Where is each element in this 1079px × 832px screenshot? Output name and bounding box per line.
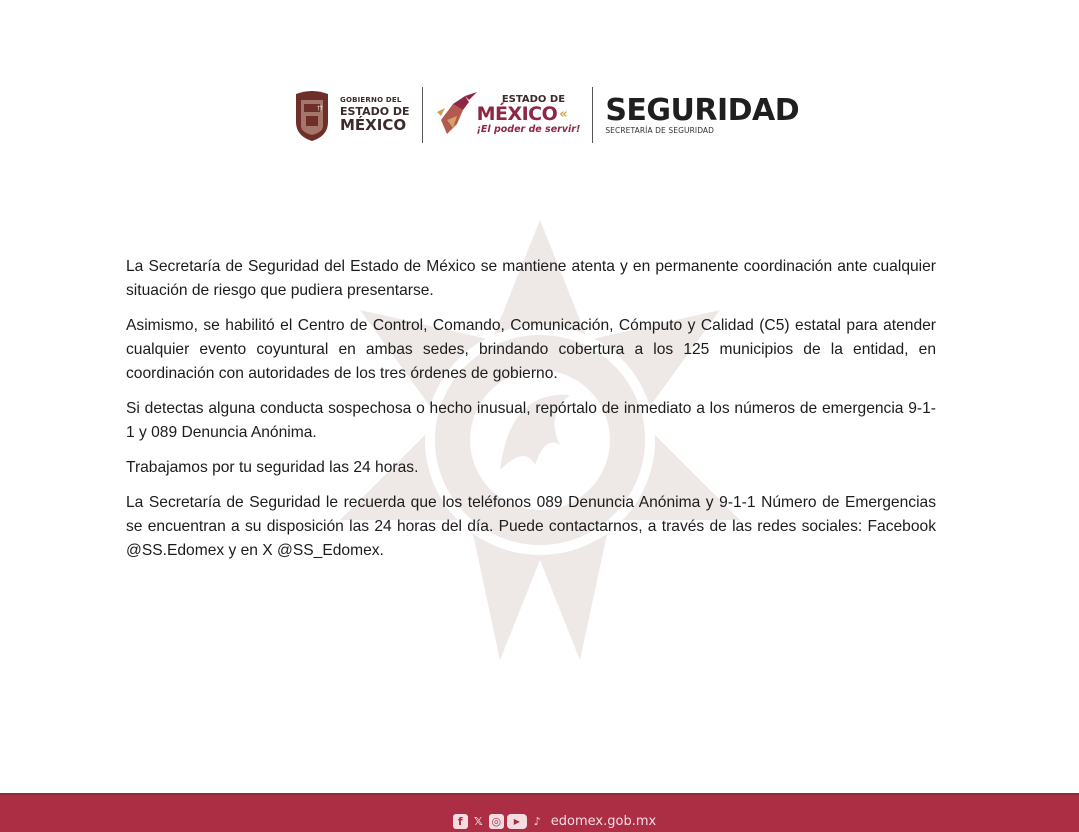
svg-text:††: †† <box>317 105 323 112</box>
estado-slogan: ¡El poder de servir! <box>476 124 581 136</box>
tiktok-icon[interactable]: ♪ <box>533 815 541 828</box>
website-link[interactable]: edomex.gob.mx <box>550 814 657 829</box>
seguridad-title: SEGURIDAD <box>605 92 800 128</box>
instagram-icon[interactable]: ◎ <box>489 814 504 829</box>
paragraph: Trabajamos por tu seguridad las 24 horas. <box>126 459 419 476</box>
mexico-text: MÉXICO <box>476 103 558 126</box>
logo-divider <box>592 87 593 143</box>
paragraph: La Secretaría de Seguridad le recuerda que los teléfonos 089 Denuncia Anónima y 9-1-1 Número de Emergencias se encuentran a su disposición las 24 horas del día. Puede contactarnos, a través de las redes sociales: Facebook @SS.Edomex y en X @SS_Edomex. <box>126 494 936 559</box>
estado-line1: ESTADO DE <box>501 94 566 106</box>
header-logos <box>292 84 812 146</box>
seguridad-logo <box>605 92 800 135</box>
estado-line2 <box>477 105 581 124</box>
footer-social <box>453 814 656 829</box>
paragraph: Si detectas alguna conducta sospechosa o hecho inusual, repórtalo de inmediato a los números de emergencia 9-1-1 y 089 Denuncia Anónima. <box>126 400 936 441</box>
gov-line2: ESTADO DE <box>340 105 410 118</box>
chevron-decoration-icon: « <box>559 107 568 123</box>
gov-line1: GOBIERNO DEL <box>340 96 402 104</box>
paragraph: La Secretaría de Seguridad del Estado de México se mantiene atenta y en permanente coordinación ante cualquier situación de riesgo que pudiera presentarse. <box>126 258 936 299</box>
logo-divider <box>422 87 423 143</box>
x-icon[interactable]: 𝕏 <box>473 815 483 828</box>
gobierno-logo-text <box>340 97 410 133</box>
gobierno-logo <box>292 88 410 142</box>
estado-de-mexico-logo <box>435 90 581 140</box>
facebook-icon[interactable]: f <box>453 814 468 829</box>
paragraph: Asimismo, se habilitó el Centro de Control, Comando, Comunicación, Cómputo y Calidad (C5) estatal para atender cualquier evento coyuntural en ambas sedes, brindando cobertura a los 125 municipios de la entidad, en coordinación con autoridades de los tres órdenes de gobierno. <box>126 317 936 382</box>
gov-line3: MÉXICO <box>340 116 407 134</box>
youtube-icon[interactable]: ▶ <box>507 814 527 829</box>
statement-body <box>126 255 936 574</box>
hummingbird-icon <box>435 90 479 140</box>
seguridad-subtitle: SECRETARÍA DE SEGURIDAD <box>605 125 715 135</box>
estado-logo-text <box>477 95 581 135</box>
footer-bar <box>0 793 1079 832</box>
coat-of-arms-icon <box>292 88 332 142</box>
